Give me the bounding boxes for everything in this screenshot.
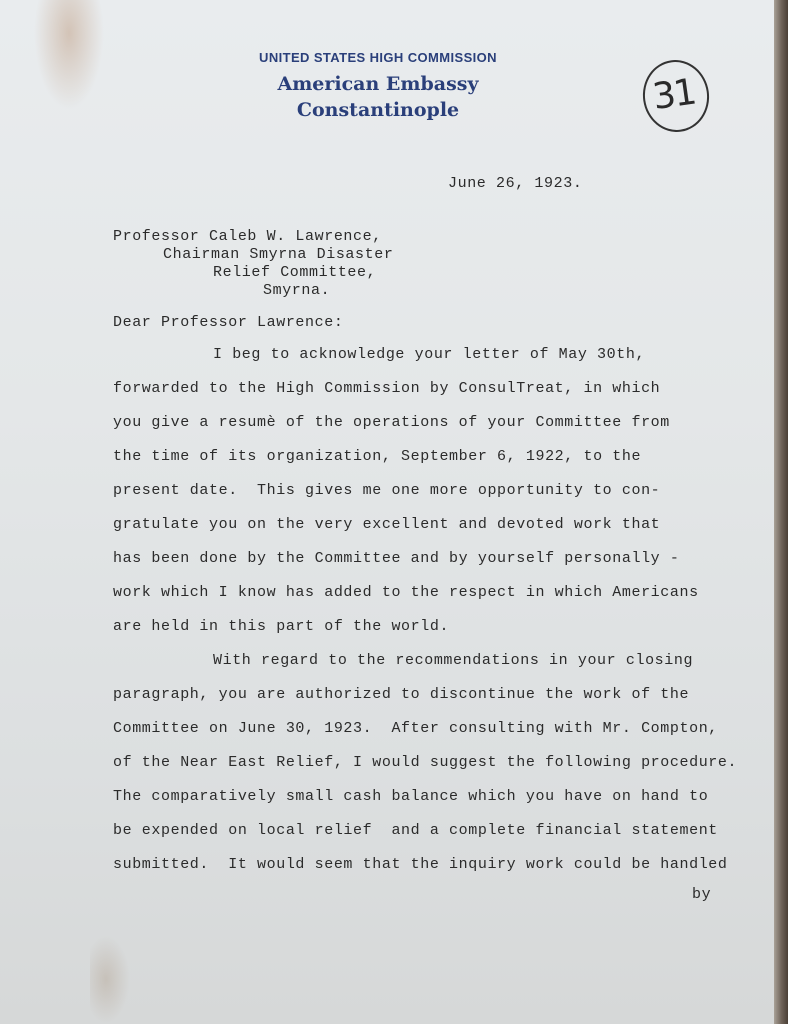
letterhead-embassy: American Embassy (277, 73, 479, 95)
body-line-10: With regard to the recommendations in your closing (213, 652, 694, 669)
body-line-1: I beg to acknowledge your letter of May 30th, (213, 346, 646, 363)
address-line-1: Professor Caleb W. Lawrence, (113, 228, 382, 245)
desk-edge (772, 0, 788, 1024)
body-line-11: paragraph, you are authorized to discontinue the work of the (113, 686, 690, 703)
body-line-9: are held in this part of the world. (113, 618, 450, 635)
letterhead-commission: UNITED STATES HIGH COMMISSION (259, 50, 497, 65)
address-line-3: Relief Committee, (213, 264, 377, 281)
body-line-2: forwarded to the High Commission by ConsulTreat, in which (113, 380, 661, 397)
body-line-5: present date. This gives me one more opportunity to con- (113, 482, 661, 499)
body-line-14: The comparatively small cash balance which you have on hand to (113, 788, 709, 805)
body-line-17: by (692, 886, 712, 903)
address-line-4: Smyrna. (263, 282, 331, 299)
letter-date: June 26, 1923. (448, 175, 583, 192)
letterhead (180, 50, 576, 123)
body-line-13: of the Near East Relief, I would suggest the following procedure. (113, 754, 738, 771)
paper-stain-lower (90, 935, 130, 1024)
salutation: Dear Professor Lawrence: (113, 314, 344, 331)
body-line-7: has been done by the Committee and by yourself personally - (113, 550, 680, 567)
body-line-15: be expended on local relief and a complete financial statement (113, 822, 718, 839)
page-number-mark (638, 56, 713, 136)
body-line-3: you give a resumè of the operations of your Committee from (113, 414, 670, 431)
address-line-2: Chairman Smyrna Disaster (163, 246, 394, 263)
body-line-8: work which I know has added to the respect in which Americans (113, 584, 699, 601)
body-line-12: Committee on June 30, 1923. After consulting with Mr. Compton, (113, 720, 718, 737)
letterhead-city: Constantinople (296, 99, 460, 121)
body-line-4: the time of its organization, September 6, 1922, to the (113, 448, 642, 465)
page-number: 31 (650, 71, 698, 119)
body-line-6: gratulate you on the very excellent and devoted work that (113, 516, 661, 533)
body-line-16: submitted. It would seem that the inquiry work could be handled (113, 856, 728, 873)
paper-stain (34, 0, 104, 110)
